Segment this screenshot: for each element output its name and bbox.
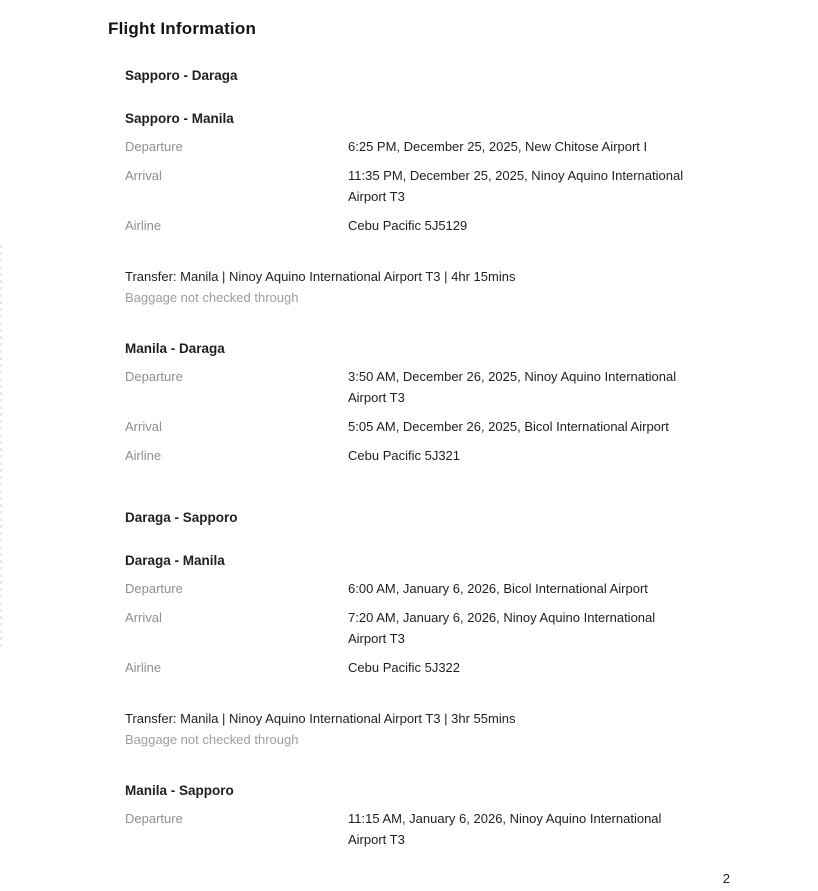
transfer-block: [125, 266, 725, 308]
scan-edge-artifact: [0, 245, 2, 650]
flight-detail-table: [125, 362, 725, 470]
departure-value: 6:25 PM, December 25, 2025, New Chitose Airport I: [348, 139, 648, 154]
leg-title-manila-sapporo: Manila - Sapporo: [125, 783, 234, 798]
route-header-return: Daraga - Sapporo: [125, 510, 238, 525]
page-number: 2: [722, 871, 730, 886]
airline-value: Cebu Pacific 5J321: [348, 448, 461, 463]
flight-detail-table: [125, 804, 725, 854]
transfer-note: Transfer: Manila | Ninoy Aquino International Airport T3 | 3hr 55mins: [125, 711, 516, 726]
arrival-row: [125, 412, 725, 441]
departure-row: [125, 362, 725, 412]
flight-information-content: [125, 0, 725, 854]
arrival-label: Arrival: [125, 419, 162, 434]
airline-label: Airline: [125, 448, 162, 463]
flight-detail-table: [125, 132, 725, 240]
airline-label: Airline: [125, 660, 162, 675]
airline-value: Cebu Pacific 5J322: [348, 660, 461, 675]
leg-title-sapporo-manila: Sapporo - Manila: [125, 111, 234, 126]
flight-detail-table: [125, 574, 725, 682]
departure-label: Departure: [125, 369, 183, 384]
departure-label: Departure: [125, 811, 183, 826]
leg-title-manila-daraga: Manila - Daraga: [125, 341, 225, 356]
airline-value: Cebu Pacific 5J5129: [348, 218, 468, 233]
departure-row: [125, 574, 725, 603]
arrival-value: 11:35 PM, December 25, 2025, Ninoy Aquino International Airport T3: [348, 168, 684, 204]
baggage-note: Baggage not checked through: [125, 732, 299, 747]
airline-label: Airline: [125, 218, 162, 233]
airline-row: [125, 441, 725, 470]
arrival-label: Arrival: [125, 610, 162, 625]
transfer-block: [125, 708, 725, 750]
departure-value: 6:00 AM, January 6, 2026, Bicol International Airport: [348, 581, 648, 596]
page-title: Flight Information: [108, 19, 257, 38]
arrival-row: [125, 603, 725, 653]
baggage-note: Baggage not checked through: [125, 290, 299, 305]
transfer-note: Transfer: Manila | Ninoy Aquino International Airport T3 | 4hr 15mins: [125, 269, 516, 284]
arrival-value: 7:20 AM, January 6, 2026, Ninoy Aquino International Airport T3: [348, 610, 656, 646]
departure-row: [125, 804, 725, 854]
departure-label: Departure: [125, 139, 183, 154]
departure-value: 11:15 AM, January 6, 2026, Ninoy Aquino International Airport T3: [348, 811, 662, 847]
arrival-label: Arrival: [125, 168, 162, 183]
route-header-outbound: Sapporo - Daraga: [125, 68, 238, 83]
departure-value: 3:50 AM, December 26, 2025, Ninoy Aquino International Airport T3: [348, 369, 677, 405]
arrival-value: 5:05 AM, December 26, 2025, Bicol International Airport: [348, 419, 669, 434]
airline-row: [125, 211, 725, 240]
leg-title-daraga-manila: Daraga - Manila: [125, 553, 225, 568]
airline-row: [125, 653, 725, 682]
departure-row: [125, 132, 725, 161]
departure-label: Departure: [125, 581, 183, 596]
arrival-row: [125, 161, 725, 211]
